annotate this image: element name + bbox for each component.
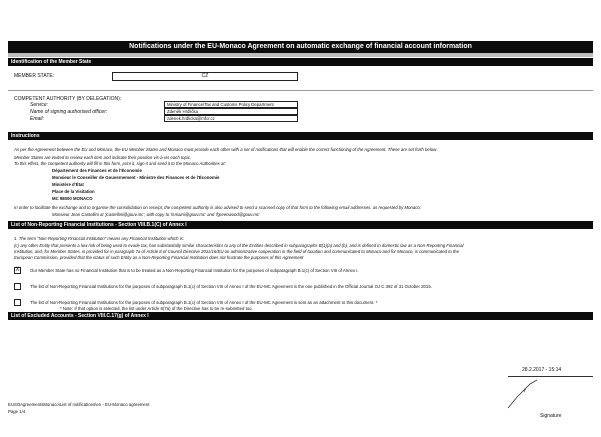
instructions-p1: As per the Agreement between the EU and Monaco, the EU Member States and Monaco must provide each other with a set of notifications that will enable the correct functioning of the Agreement. These are set forth below. — [14, 147, 438, 152]
title-underline — [8, 53, 593, 57]
section-excluded-accounts: List of Excluded Accounts - Section VIII.C.17(g) of Annex I — [8, 312, 593, 320]
email-field[interactable] — [164, 115, 298, 122]
instructions-p2: Member States are invited to review each item and indicate their position vis-à-vis each topic. — [14, 155, 192, 160]
address-line-3: Ministère d'État — [52, 182, 84, 187]
officer-field[interactable] — [164, 108, 298, 115]
section-non-reporting: List of Non-Reporting Financial Institutions - Section VIII.B.1(C) of Annex I — [8, 221, 593, 229]
definition-line-2: (c) any other Entity that presents a low risk of being used to evade tax, has substantially similar characteristics to any of the Entities described in subparagraphs B(1)(a) and (b), and is defined in domestic law as a Non-Reporting Financial — [14, 243, 464, 248]
officer-label: Name of signing authorised officer: — [30, 109, 108, 115]
definition-line-4: European Commission, provided that the status of such Entity as a Non-Reporting Financial Institution does not frustrate the purposes of this Agreement — [14, 255, 304, 260]
footer-file-path: EUSOAgreementsMonaco\List of notifications\en - EU-Monaco agreement — [8, 402, 150, 407]
address-line-1: Département des Finances et de l'Économie — [52, 168, 142, 173]
officer-value: Zdeněk Hrdlička — [167, 109, 199, 114]
signature-scribble — [504, 378, 544, 410]
option-3-label: The list of Non-Reporting Financial Institutions for the purposes of subparagraph B.1(c) of Section VIII of Annex I of the EU-MC Agreement is sent as an attachment to this document. * — [30, 300, 378, 305]
option-1-checkbox[interactable]: X — [15, 267, 20, 273]
address-line-5: MC 98000 MONACO — [52, 196, 93, 201]
signature-label: Signature — [540, 413, 562, 419]
address-line-2: Monsieur le Conseiller de Gouvernement - Ministre des Finances et de l'Économie — [52, 175, 220, 180]
print-date: 28.2.2017 - 15:14 — [522, 367, 562, 373]
instructions-p4: In order to facilitate the exchange and to organise the consolidation on receipt, the competent authority is also advised to send a scanned copy of that form to the following email addresses, as requested by Monaco: — [14, 205, 422, 210]
footer-page-number: Page 1/4 — [8, 409, 26, 414]
email-value: zdenek.hrdlicka@mfcr.cz — [167, 116, 215, 121]
form-title: Notifications under the EU-Monaco Agreement on automatic exchange of financial account information — [8, 41, 593, 53]
date-rule — [508, 376, 593, 377]
instructions-p5: Monsieur Jean Castellini at 'jcastellini@gouv.mc', with copy to 'tsmaini@gouv.mc' and 'fgreenwood@gouv.mc' — [52, 212, 260, 217]
authority-label: COMPETENT AUTHORITY (BY DELEGATION): — [14, 96, 122, 102]
member-state-field[interactable] — [112, 72, 298, 81]
option-3-note: * Note: If that option is selected, the list under Article 8(7a) of the Directive has to be re-submitted too. — [60, 306, 253, 311]
divider — [8, 90, 593, 91]
option-2-checkbox[interactable] — [14, 283, 21, 290]
instructions-p3: To this effect, the competent authority will fill in this form, print it, sign it and send it to the Monaco Authorities at: — [14, 161, 226, 166]
definition-line-3: Institution, and, for Member States, is provided for in paragraph 7a of Article 8 of Council Directive 2011/16/EU on administrative cooperation in the field of taxation and communicated to Monaco and for Monaco, is communicated to the — [14, 249, 459, 254]
member-state-value: CZ — [201, 73, 209, 79]
address-line-4: Place de la Visitation — [52, 189, 95, 194]
option-1-label: Our Member State has no Financial Institution that is to be treated as a Non-Reporting Financial Institution for the purposes of subparagraph B.1(c) of Section VIII of Annex I. — [30, 268, 359, 273]
section-instructions: Instructions — [8, 132, 593, 140]
option-3-checkbox[interactable] — [14, 299, 21, 306]
definition-line-1: 1. The term "Non-Reporting Financial Institution" means any Financial Institution which is: — [14, 236, 184, 241]
section-identification: Identification of the Member State — [8, 58, 593, 66]
service-field[interactable] — [164, 101, 298, 108]
member-state-label: MEMBER STATE: — [14, 73, 55, 79]
option-2-label: The list of Non-Reporting Financial Institutions for the purposes of subparagraph B.1(c) of Section VIII of Annex I of the EU-MC Agreement is the one published in the Official Journal OJ C 392 of 31 October 2015. — [30, 284, 432, 289]
service-label: Service: — [30, 102, 49, 108]
email-label: Email: — [30, 116, 44, 122]
service-value: Ministry of Finance/Tax and Customs Policy Department — [167, 102, 274, 107]
